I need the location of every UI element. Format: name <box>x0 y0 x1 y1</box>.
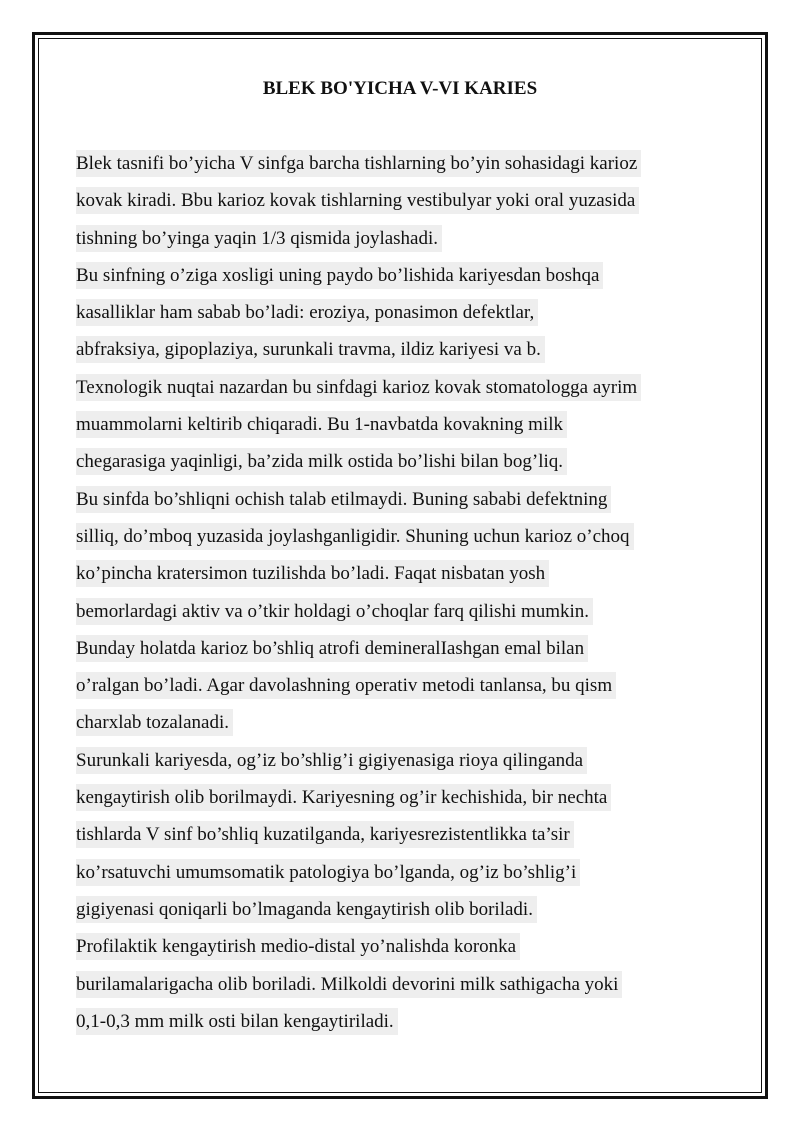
text-line: kengaytirish olib borilmaydi. Kariyesning og’ir kechishida, bir nechta <box>76 779 736 816</box>
text-line: Bu sinfning o’ziga xosligi uning paydo bo’lishida kariyesdan boshqa <box>76 257 736 294</box>
text-line: bemorlardagi aktiv va o’tkir holdagi o’choqlar farq qilishi mumkin. <box>76 593 736 630</box>
document-title: BLEK BO'YICHA V-VI KARIES <box>262 78 538 99</box>
text-line: 0,1-0,3 mm milk osti bilan kengaytiriladi. <box>76 1003 736 1040</box>
text-line: Texnologik nuqtai nazardan bu sinfdagi karioz kovak stomatologga ayrim <box>76 369 736 406</box>
text-line: muammolarni keltirib chiqaradi. Bu 1-navbatda kovakning milk <box>76 406 736 443</box>
text-line: Profilaktik kengaytirish medio-distal yo’nalishda koronka <box>76 928 736 965</box>
text-line: gigiyenasi qoniqarli bo’lmaganda kengaytirish olib boriladi. <box>76 891 736 928</box>
document-body <box>76 145 736 1040</box>
text-line: ko’rsatuvchi umumsomatik patologiya bo’lganda, og’iz bo’shlig’i <box>76 854 736 891</box>
text-line: chegarasiga yaqinligi, ba’zida milk ostida bo’lishi bilan bog’liq. <box>76 443 736 480</box>
text-line: tishning bo’yinga yaqin 1/3 qismida joylashadi. <box>76 220 736 257</box>
text-line: Surunkali kariyesda, og’iz bo’shlig’i gigiyenasiga rioya qilinganda <box>76 742 736 779</box>
text-line: burilamalarigacha olib boriladi. Milkoldi devorini milk sathigacha yoki <box>76 966 736 1003</box>
text-line: Bunday holatda karioz bo’shliq atrofi demineralIashgan emal bilan <box>76 630 736 667</box>
text-line: kasalliklar ham sabab bo’ladi: eroziya, ponasimon defektlar, <box>76 294 736 331</box>
text-line: ko’pincha kratersimon tuzilishda bo’ladi. Faqat nisbatan yosh <box>76 555 736 592</box>
text-line: Blek tasnifi bo’yicha V sinfga barcha tishlarning bo’yin sohasidagi karioz <box>76 145 736 182</box>
text-line: kovak kiradi. Bbu karioz kovak tishlarning vestibulyar yoki oral yuzasida <box>76 182 736 219</box>
text-line: tishlarda V sinf bo’shliq kuzatilganda, kariyesrezistentlikka ta’sir <box>76 816 736 853</box>
text-line: o’ralgan bo’ladi. Agar davolashning operativ metodi tanlansa, bu qism <box>76 667 736 704</box>
text-line: Bu sinfda bo’shliqni ochish talab etilmaydi. Buning sababi defektning <box>76 481 736 518</box>
text-line: charxlab tozalanadi. <box>76 704 736 741</box>
text-line: abfraksiya, gipoplaziya, surunkali travma, ildiz kariyesi va b. <box>76 331 736 368</box>
text-line: silliq, do’mboq yuzasida joylashganligidir. Shuning uchun karioz o’choq <box>76 518 736 555</box>
